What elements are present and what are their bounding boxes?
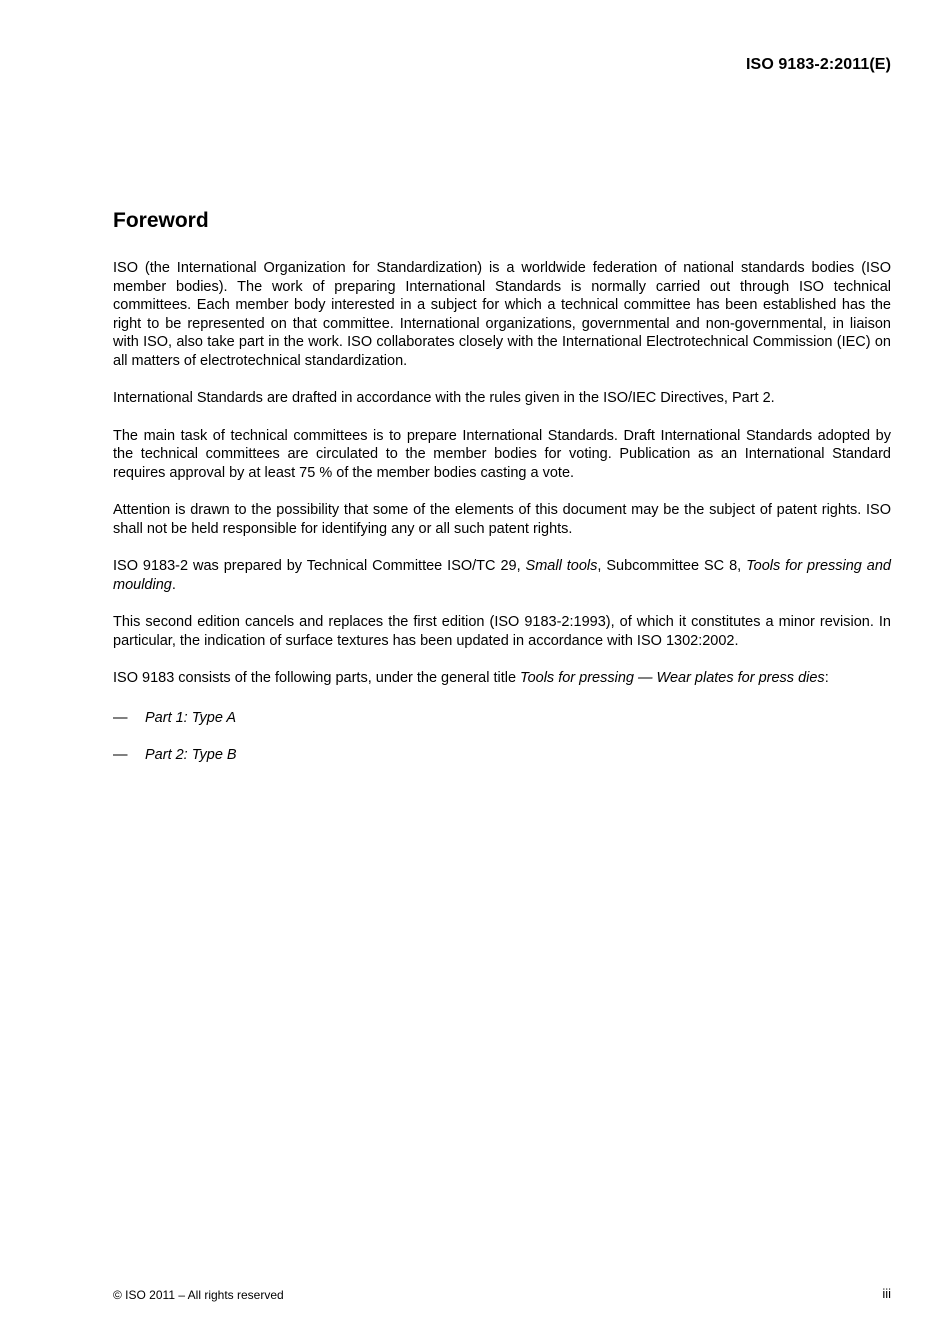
paragraph-prepared-by [113, 557, 891, 594]
list-dash: — [113, 709, 128, 726]
text-segment: . [171, 576, 176, 593]
italic-subcommittee-name: Tools for pressing and moulding [113, 558, 891, 593]
list-item-label: Part 1: Type A [145, 709, 237, 726]
italic-general-title: Tools for pressing — Wear plates for press dies [520, 670, 825, 686]
text-segment: , Subcommittee SC 8, [597, 558, 747, 574]
list-dash: — [113, 747, 128, 763]
list-item-part-2 [113, 746, 891, 765]
text-segment: ISO 9183-2 was prepared by Technical Committee ISO/TC 29, [113, 558, 526, 574]
page-number: iii [882, 1286, 891, 1301]
foreword-body [113, 259, 891, 784]
paragraph-directives: International Standards are drafted in accordance with the rules given in the ISO/IEC Directives, Part 2. [113, 390, 775, 406]
paragraph-patent-rights: Attention is drawn to the possibility that some of the elements of this document may be the subject of patent rights. ISO shall not be held responsible for identifying any or all such patent rights. [113, 502, 891, 537]
section-title: Foreword [113, 209, 209, 232]
document-reference: ISO 9183-2:2011(E) [746, 56, 891, 73]
list-item-label: Part 2: Type B [145, 747, 237, 763]
text-segment: : [824, 670, 829, 686]
paragraph-parts-intro [113, 669, 891, 688]
text-segment: ISO 9183 consists of the following parts, under the general title [113, 670, 521, 686]
italic-committee-name: Small tools [525, 558, 598, 574]
copyright-notice: © ISO 2011 – All rights reserved [113, 1288, 284, 1302]
paragraph-iso-intro: ISO (the International Organization for Standardization) is a worldwide federation of national standards bodies (ISO member bodies). The work of preparing International Standards is normally carried out through ISO technical committees. Each member body interested in a subject for which a technical committee has been established has the right to be represented on that committee. International organizations, governmental and non-governmental, in liaison with ISO, also take part in the work. ISO collaborates closely with the International Electrotechnical Commission (IEC) on all matters of electrotechnical standardization. [113, 260, 891, 369]
paragraph-edition: This second edition cancels and replaces the first edition (ISO 9183-2:1993), of which it constitutes a minor revision. In particular, the indication of surface textures has been updated in accordance with ISO 1302:2002. [113, 614, 891, 649]
paragraph-committee-task: The main task of technical committees is to prepare International Standards. Draft International Standards adopted by the technical committees are circulated to the member bodies for voting. Publication as an International Standard requires approval by at least 75 % of the member bodies casting a vote. [113, 427, 891, 481]
list-item-part-1 [113, 709, 891, 728]
